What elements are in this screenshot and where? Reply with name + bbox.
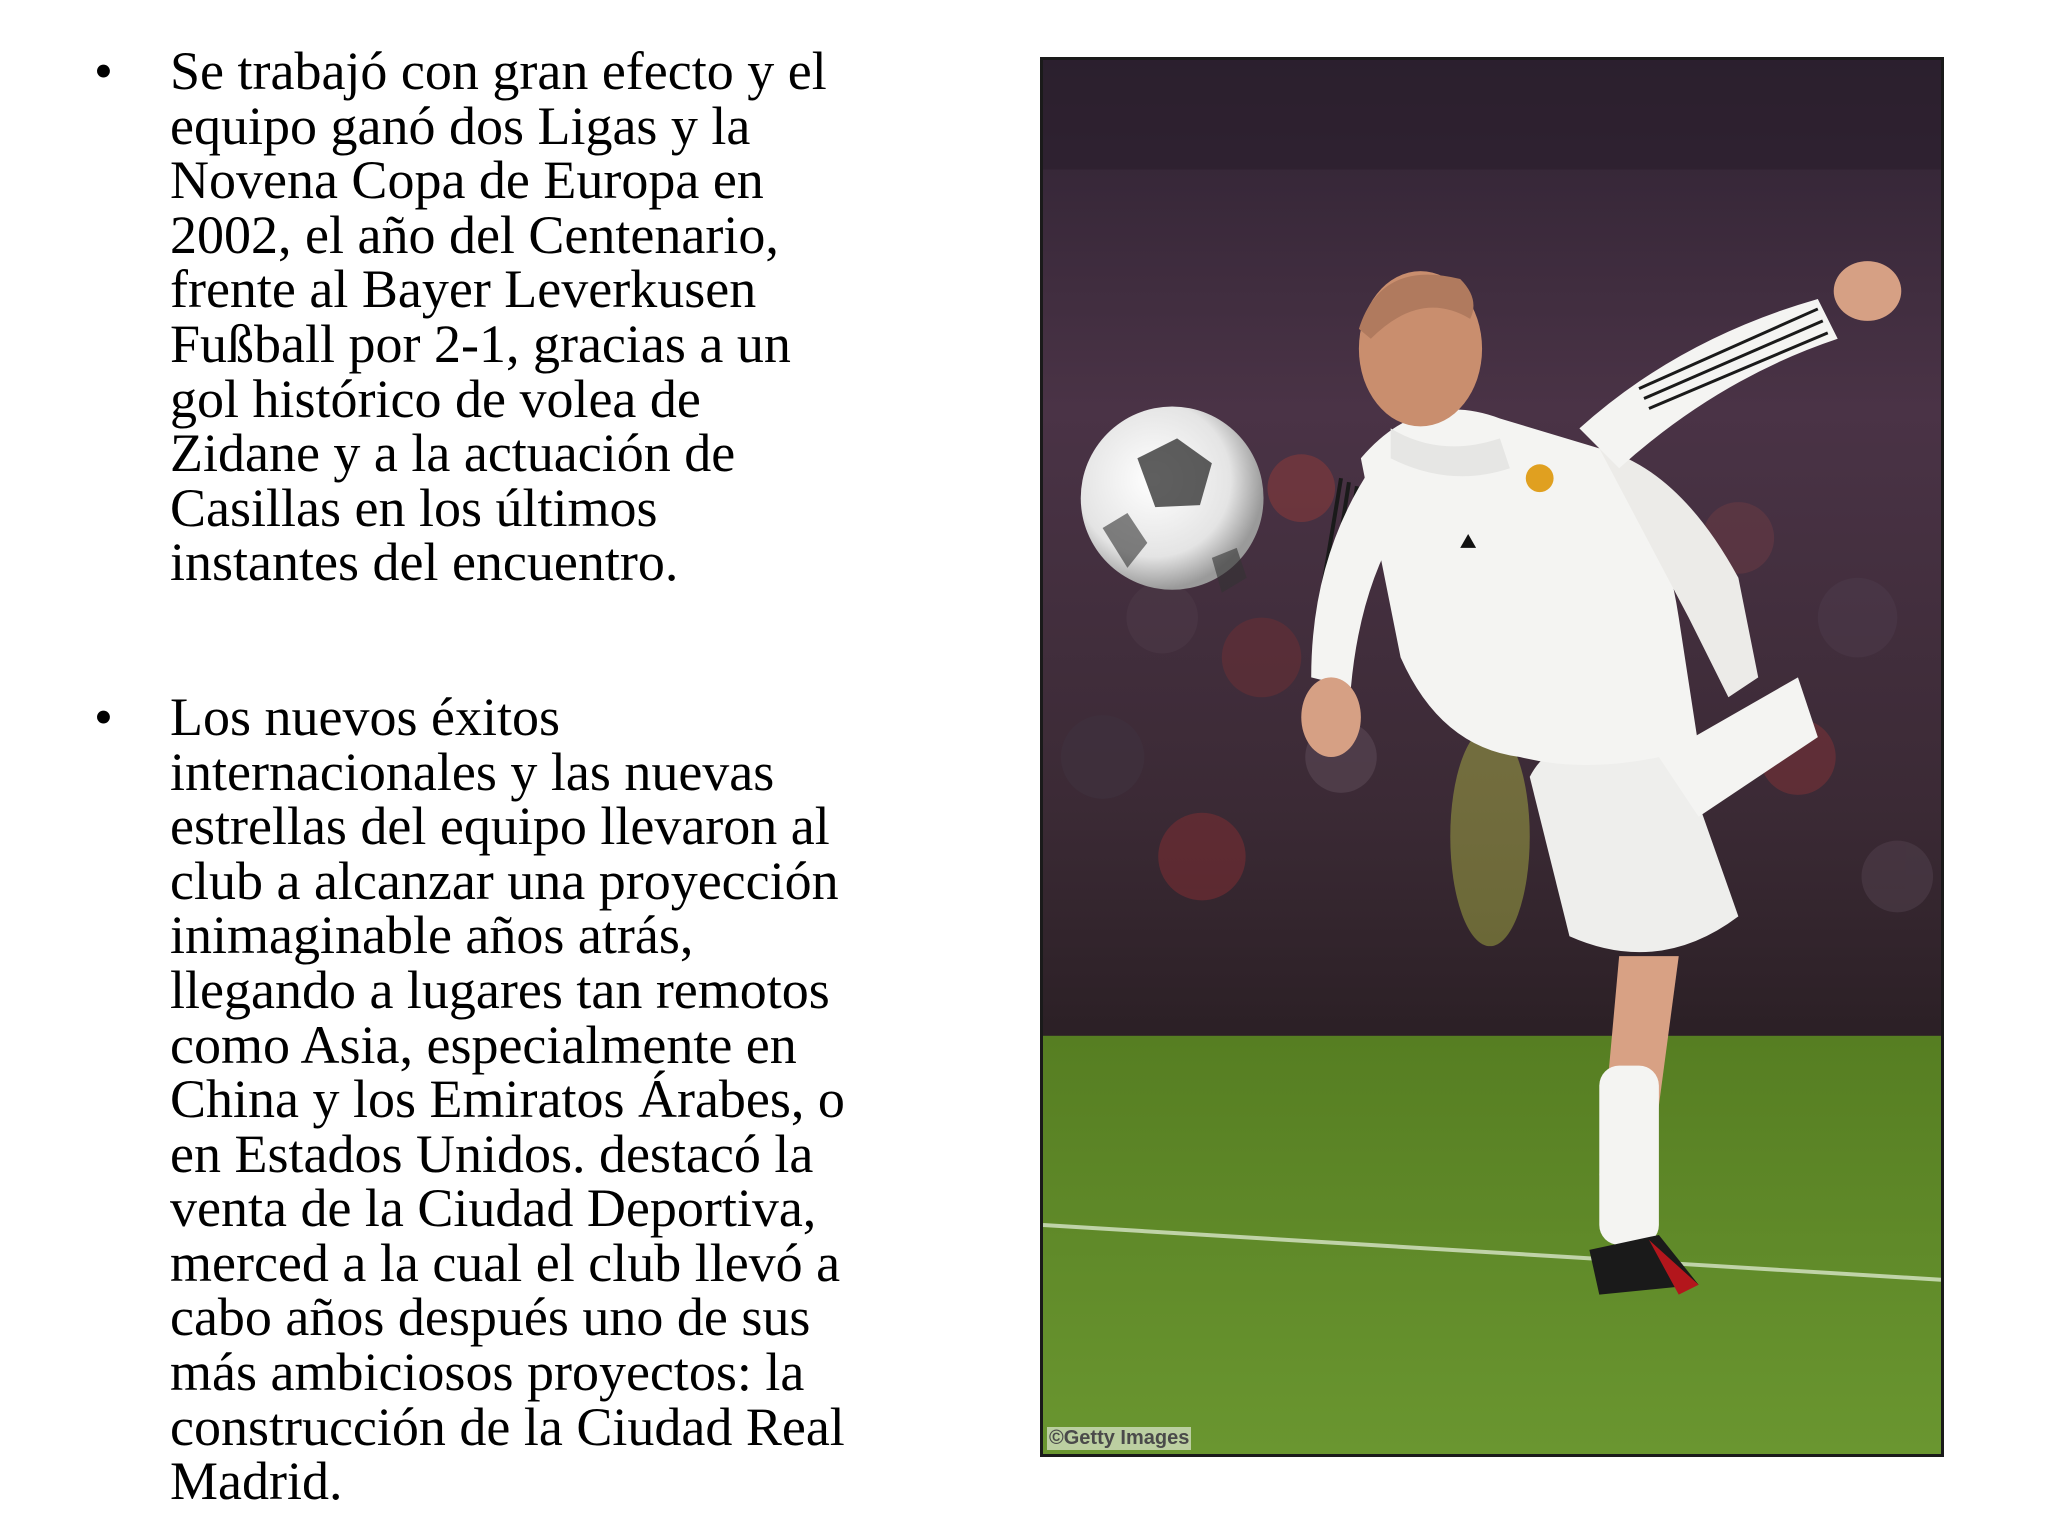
text-line: internacionales y las nuevas [170,741,775,802]
text-line: 2002, el año del Centenario, [170,204,779,265]
text-line: cabo años después uno de sus [170,1287,811,1348]
text-line: Novena Copa de Europa en [170,150,764,211]
text-line: China y los Emiratos Árabes, o [170,1069,845,1130]
text-line: llegando a lugares tan remotos [170,959,830,1020]
stand-band [1043,60,1941,170]
text-line: gol histórico de volea de [170,368,701,429]
bullet-marker: • [94,686,113,747]
text-line: Se trabajó con gran efecto y el [170,41,827,101]
bullet-marker: • [94,41,113,101]
text-line: construcción de la Ciudad Real [170,1396,845,1457]
text-line: más ambiciosos proyectos: la [170,1342,805,1403]
text-line: Casillas en los últimos [170,477,658,538]
text-line: Los nuevos éxitos [170,686,560,747]
pitch [1043,1036,1941,1454]
text-line: instantes del encuentro. [170,532,679,593]
football-photo-illustration [1043,60,1941,1454]
photo-credit: ©Getty Images [1049,1427,1190,1449]
text-line: club a alcanzar una proyección [170,850,839,911]
bullet-item [92,41,992,593]
text-line: inimaginable años atrás, [170,905,694,966]
text-line: merced a la cual el club llevó a [170,1232,841,1293]
text-line: en Estados Unidos. destacó la [170,1123,814,1184]
text-line: Madrid. [170,1451,343,1512]
bullet-list [92,41,992,1512]
football-photo [1040,57,1944,1457]
text-line: equipo ganó dos Ligas y la [170,95,751,156]
text-line: como Asia, especialmente en [170,1014,797,1075]
text-line: Fußball por 2-1, gracias a un [170,313,791,374]
text-line: estrellas del equipo llevaron al [170,796,830,857]
text-line: venta de la Ciudad Deportiva, [170,1178,817,1239]
text-line: Zidane y a la actuación de [170,423,736,484]
text-line: frente al Bayer Leverkusen [170,259,757,320]
bullet-item [92,686,992,1512]
